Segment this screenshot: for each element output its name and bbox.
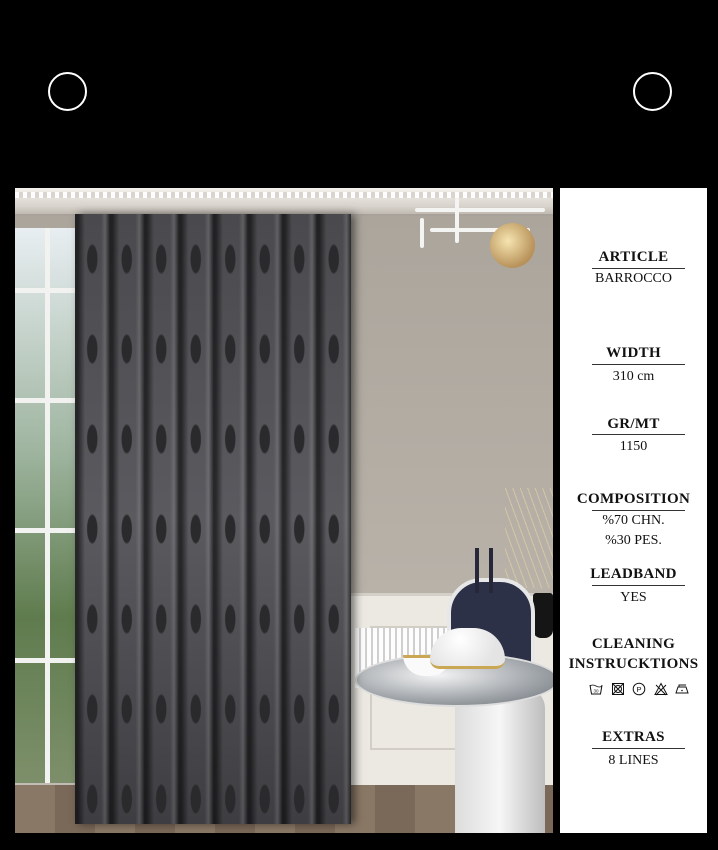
- dried-grass: [505, 488, 553, 588]
- leadband-label: LEADBAND: [590, 566, 677, 582]
- article-label: ARTICLE: [598, 249, 669, 265]
- composition-label: COMPOSITION: [576, 491, 691, 507]
- chandelier: [405, 188, 553, 288]
- candle: [475, 548, 479, 593]
- leadband-value: YES: [620, 590, 647, 605]
- care-icons: [589, 682, 689, 698]
- extras-value: 8 LINES: [608, 753, 659, 768]
- wash-30-icon: [589, 682, 603, 696]
- width-value: 310 cm: [612, 369, 655, 384]
- product-photo: [15, 188, 553, 833]
- svg-text:30: 30: [593, 688, 599, 694]
- no-tumble-dry-icon: [611, 682, 625, 696]
- hanging-hole-left: [48, 72, 87, 111]
- no-bleach-icon: [654, 682, 668, 696]
- divider: [592, 748, 685, 749]
- extras-label: EXTRAS: [602, 729, 665, 745]
- info-panel: [560, 188, 707, 833]
- article-value: BARROCCO: [594, 271, 673, 286]
- table-base: [455, 688, 545, 833]
- width-label: WIDTH: [606, 345, 661, 361]
- curtain: [75, 214, 351, 824]
- vase: [533, 593, 553, 638]
- iron-icon: [675, 682, 689, 696]
- divider: [592, 585, 685, 586]
- hanging-hole-right: [633, 72, 672, 111]
- divider: [592, 364, 685, 365]
- cleaning-label-line-1: CLEANING: [591, 636, 676, 652]
- composition-line-1: %70 CHN.: [602, 513, 665, 528]
- svg-text:P: P: [636, 684, 642, 694]
- composition-line-2: %30 PES.: [605, 533, 662, 548]
- cleaning-label-line-2: INSTRUCKTIONS: [568, 656, 699, 672]
- candle: [489, 548, 493, 593]
- dry-clean-p-icon: [632, 682, 646, 696]
- grmt-value: 1150: [619, 439, 648, 454]
- divider: [592, 434, 685, 435]
- window: [15, 228, 77, 783]
- grmt-label: GR/MT: [607, 416, 660, 432]
